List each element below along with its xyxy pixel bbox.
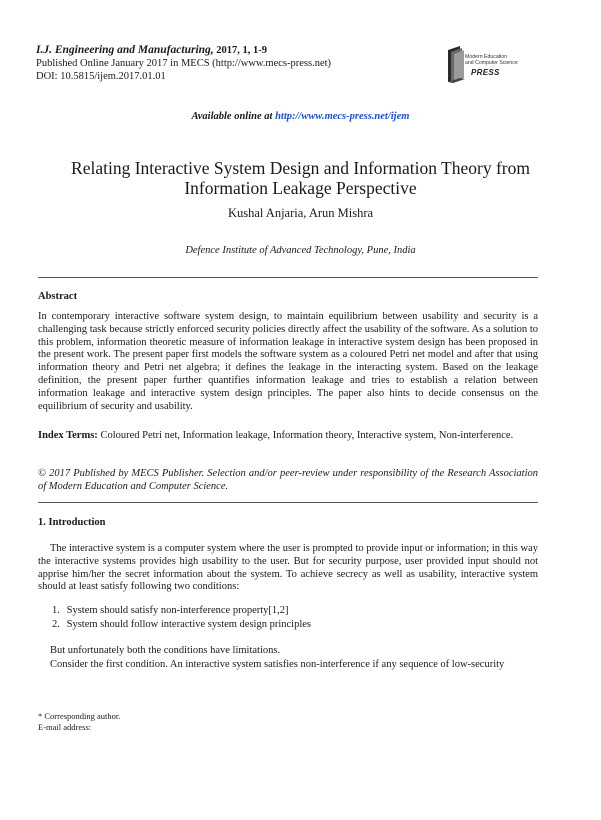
index-terms-label: Index Terms: bbox=[38, 430, 98, 441]
paper-authors: Kushal Anjaria, Arun Mishra bbox=[227, 206, 374, 220]
published-line: Published Online January 2017 in MECS (http://www.mecs-press.net) bbox=[36, 58, 332, 69]
divider-top bbox=[38, 277, 538, 278]
availability-prefix: Available online at bbox=[191, 111, 276, 122]
journal-issue: 2017, 1, 1-9 bbox=[213, 45, 268, 56]
conditions-list bbox=[52, 604, 311, 632]
publisher-logo bbox=[445, 42, 555, 86]
copyright-notice: © 2017 Published by MECS Publisher. Selection and/or peer-review under responsibility of the Research Association of Modern Education and Computer Science. bbox=[38, 468, 538, 492]
list-item-number: 1. bbox=[52, 605, 60, 616]
doi-line: DOI: 10.5815/ijem.2017.01.01 bbox=[36, 71, 166, 82]
divider-bottom bbox=[38, 502, 538, 503]
list-item-number: 2. bbox=[52, 619, 60, 630]
footnote bbox=[38, 711, 120, 732]
paper-title: Relating Interactive System Design and Information Theory from Information Leakage Perspective bbox=[71, 158, 530, 198]
abstract-text: In contemporary interactive software system design, to maintain equilibrium between usability and security is a challenging task because strictly enforced security policies directly affect the usability of the software. As a solution to this problem, information theoretic measure of information leakage in interactive system design has been proposed in the present work. The present paper first models the software system as a coloured Petri net model and after that using information theory and Petri net algebra; it defines the leakage in the interacting system. Based on the leakage definition, the present paper further quantifies information leakage and tries to establish a relation between information leakage and interactive system design principles. The paper also hints to decide consensus on the equilibrium of security and usability. bbox=[38, 311, 538, 412]
logo-press: PRESS bbox=[471, 68, 500, 77]
abstract-heading: Abstract bbox=[38, 291, 78, 302]
journal-citation bbox=[36, 44, 331, 57]
logo-line-2: and Computer Science bbox=[465, 59, 518, 66]
list-item bbox=[52, 618, 311, 632]
availability-line bbox=[0, 111, 601, 122]
journal-header bbox=[36, 44, 331, 83]
intro-paragraph-3: Consider the first condition. An interactive system satisfies non-interference if any sequence of low-security bbox=[50, 659, 505, 670]
logo-line-1: Modern Education bbox=[465, 54, 508, 60]
logo-text bbox=[465, 55, 518, 66]
index-terms bbox=[38, 430, 538, 443]
email-note: E-mail address: bbox=[38, 721, 92, 732]
list-item-text: System should follow interactive system design principles bbox=[66, 619, 312, 630]
journal-url-link[interactable]: http://www.mecs-press.net/ijem bbox=[275, 111, 410, 122]
index-terms-list: Coloured Petri net, Information leakage, Information theory, Interactive system, Non-interference. bbox=[97, 430, 514, 441]
paper-affiliation: Defence Institute of Advanced Technology, Pune, India bbox=[185, 245, 416, 256]
introduction-heading: 1. Introduction bbox=[38, 517, 106, 528]
intro-paragraph-1: The interactive system is a computer system where the user is prompted to provide input or information; in this way the interactive systems provides high usability to the user. But for security purpose, user provided input should not apprise him/her the secret information about the system. To achieve secrecy as well as usability, interactive system should at least satisfy following two conditions: bbox=[38, 543, 538, 593]
list-item-text: System should satisfy non-interference property[1,2] bbox=[66, 605, 289, 616]
corresponding-author-note: * Corresponding author. bbox=[38, 711, 121, 721]
list-item bbox=[52, 604, 311, 618]
intro-paragraph-2: But unfortunately both the conditions have limitations. bbox=[50, 645, 281, 656]
journal-name: I.J. Engineering and Manufacturing, bbox=[36, 44, 214, 56]
